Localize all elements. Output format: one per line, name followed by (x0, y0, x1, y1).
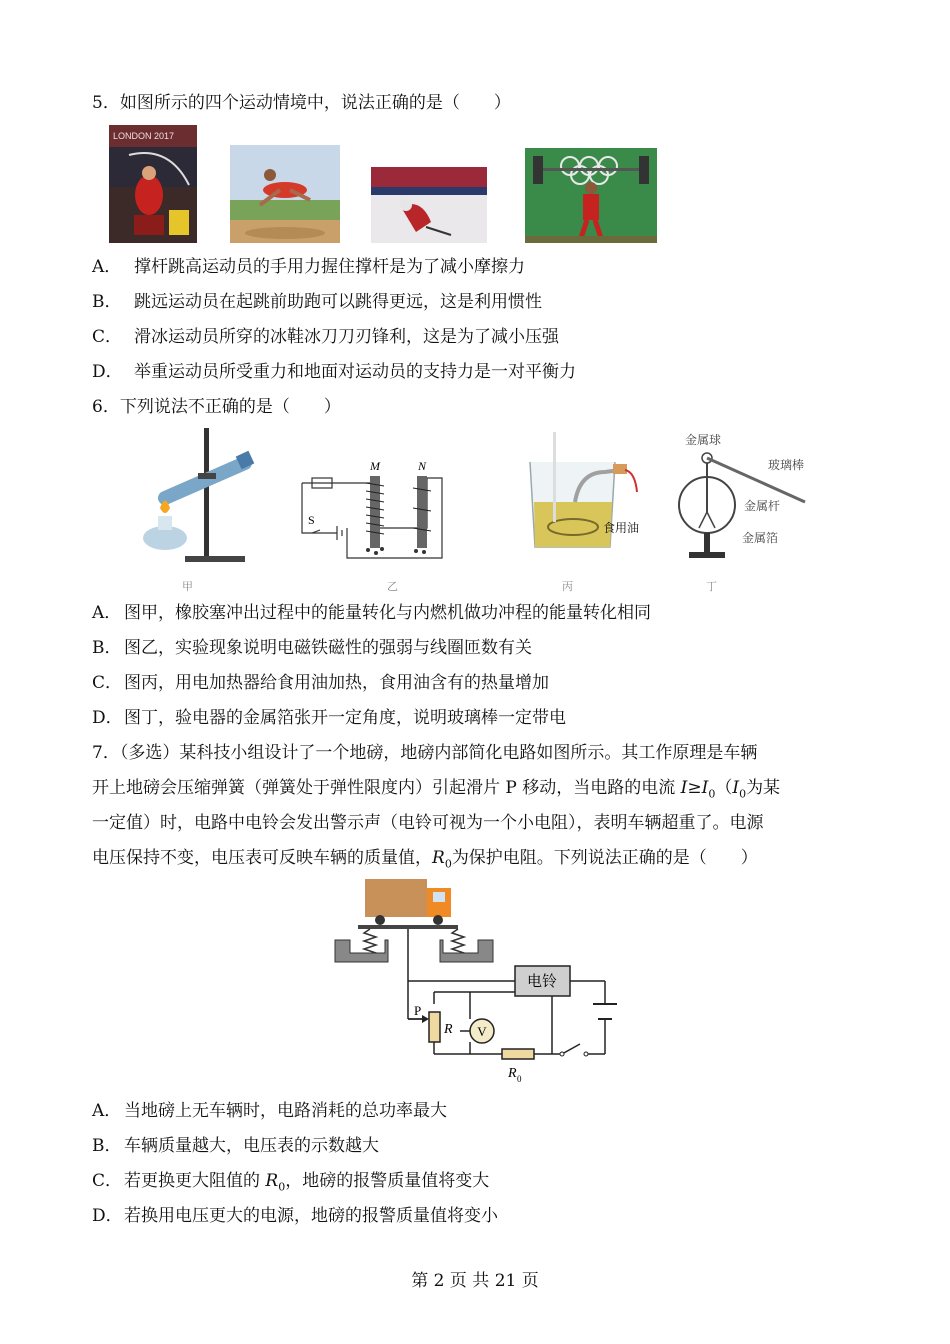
label-s: S (308, 513, 315, 527)
voltmeter-label: V (477, 1024, 487, 1039)
q7-stem-line4: 电压保持不变，电压表可反映车辆的质量值，$R_0$为保护电阻。下列说法正确的是（ ） (92, 848, 758, 871)
label-metal-foil: 金属箔 (742, 531, 779, 545)
slider-p-label: P (414, 1003, 422, 1018)
photo-caption: LONDON 2017 (113, 131, 175, 141)
bell-label: 电铃 (526, 972, 558, 990)
long-jump-photo (230, 145, 340, 243)
q5-stem: 5．如图所示的四个运动情境中，说法正确的是（ ） (92, 93, 511, 113)
page-footer: 第 2 页 共 21 页 (411, 1271, 539, 1291)
label-n: N (418, 459, 427, 473)
r0-label: R (508, 1066, 517, 1081)
pole-vault-photo (109, 125, 197, 243)
q7-stem-line3: 一定值）时，电路中电铃会发出警示声（电铃可视为一个小电阻），表明车辆超重了。电源 (92, 813, 764, 833)
figure-ding-caption: 丁 (706, 580, 717, 593)
q6-option-a[interactable]: A． 图甲，橡胶塞冲出过程中的能量转化与内燃机做功冲程的能量转化相同 (92, 603, 651, 623)
q6-stem: 6．下列说法不正确的是（ ） (92, 397, 341, 417)
q7-option-d[interactable]: D．若换用电压更大的电源，地磅的报警质量值将变小 (92, 1206, 498, 1226)
label-oil: 食用油 (603, 521, 640, 535)
figure-yi-caption: 乙 (387, 580, 398, 593)
q6-option-d[interactable]: D．图丁，验电器的金属箔张开一定角度，说明玻璃棒一定带电 (92, 708, 566, 728)
q7-stem-line1: 7．（多选）某科技小组设计了一个地磅，地磅内部简化电路如图所示。其工作原理是车辆 (92, 743, 758, 763)
q5-option-b[interactable]: B． 跳远运动员在起跳前助跑可以跳得更远，这是利用惯性 (92, 292, 542, 312)
label-metal-bar: 金属杆 (744, 499, 781, 513)
q5-option-a[interactable]: A． 撑杆跳高运动员的手用力握住撑杆是为了减小摩擦力 (92, 257, 525, 277)
q7-option-c[interactable]: C． 若更换更大阻值的 $R_0$，地磅的报警质量值将变大 (92, 1171, 490, 1194)
q7-option-a[interactable]: A． 当地磅上无车辆时，电路消耗的总功率最大 (92, 1101, 447, 1121)
label-m: M (370, 459, 380, 473)
figure-bing-caption: 丙 (562, 580, 573, 593)
q7-stem-line2: 开上地磅会压缩弹簧（弹簧处于弹性限度内）引起滑片 P 移动，当电路的电流 $I\ge I_0(I_0$为某 (92, 778, 781, 801)
figure-jia-test-tube (140, 428, 260, 568)
q6-option-c[interactable]: C． 图丙，用电加热器给食用油加热，食用油含有的热量增加 (92, 673, 549, 693)
label-metal-ball: 金属球 (685, 433, 722, 447)
speed-skating-photo (371, 167, 487, 243)
resistor-r-label: R (444, 1022, 453, 1037)
q7-option-b[interactable]: B． 车辆质量越大，电压表的示数越大 (92, 1136, 379, 1156)
figure-yi-electromagnets (292, 458, 452, 566)
r0-subscript: 0 (517, 1074, 522, 1084)
figure-jia-caption: 甲 (182, 580, 193, 593)
q5-option-c[interactable]: C． 滑冰运动员所穿的冰鞋冰刀刀刃锋利，这是为了减小压强 (92, 327, 559, 347)
q5-option-d[interactable]: D． 举重运动员所受重力和地面对运动员的支持力是一对平衡力 (92, 362, 576, 382)
label-glass-rod: 玻璃棒 (768, 458, 805, 472)
weighbridge-circuit-diagram (330, 874, 620, 1089)
q6-option-b[interactable]: B． 图乙，实验现象说明电磁铁磁性的强弱与线圈匝数有关 (92, 638, 532, 658)
weightlifting-photo (525, 148, 657, 243)
